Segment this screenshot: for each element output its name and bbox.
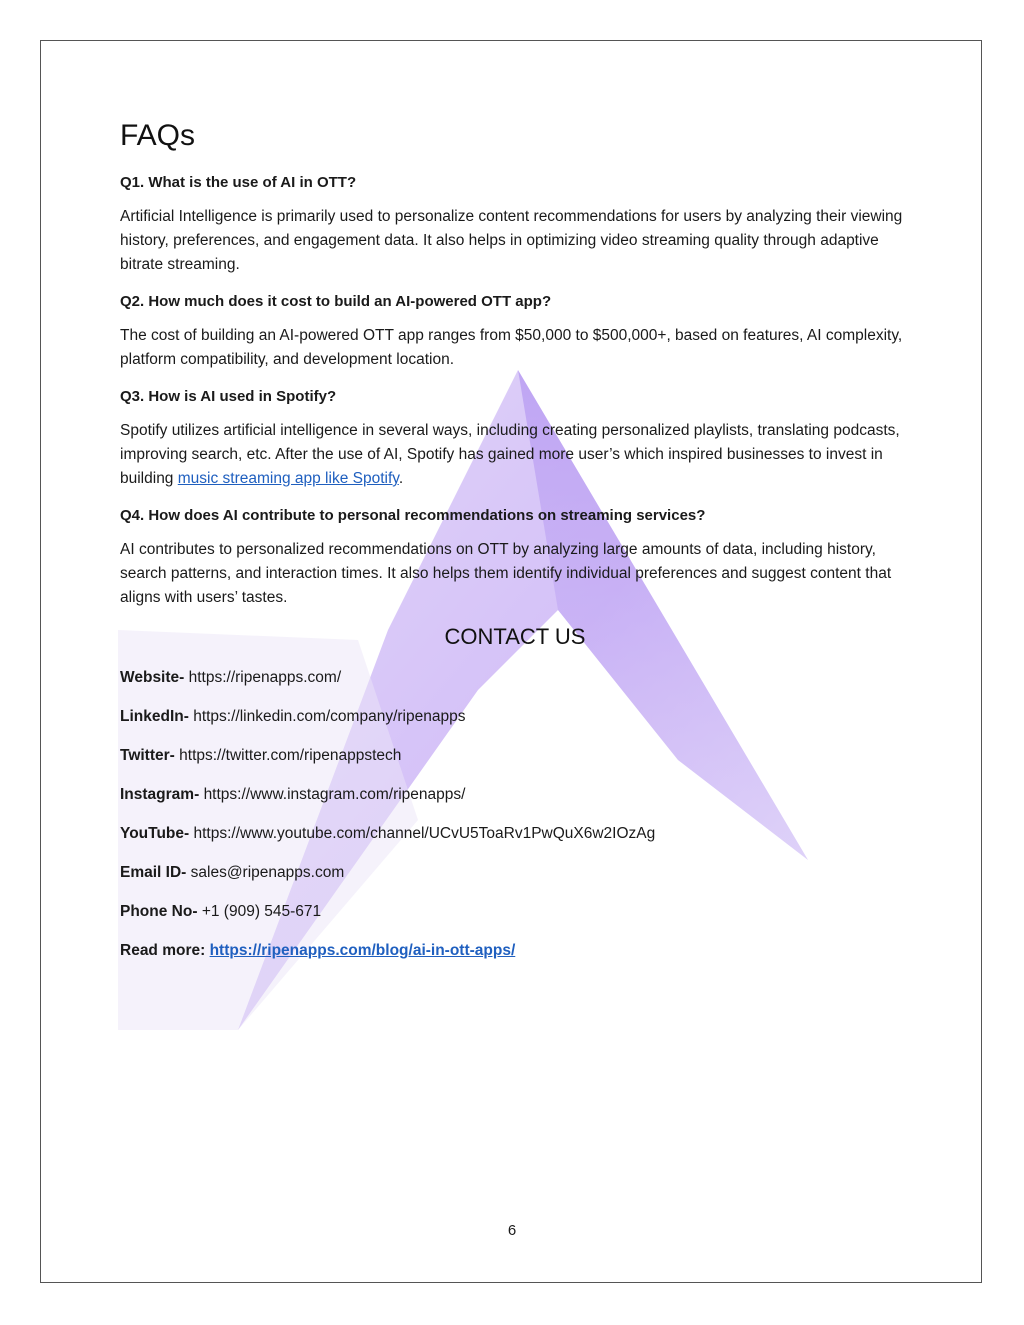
faq-question-1: Q1. What is the use of AI in OTT? (120, 174, 357, 191)
faq-answer-3 (120, 419, 910, 491)
website-label: Website- (120, 669, 185, 687)
phone-label: Phone No- (120, 903, 198, 921)
faq-answer-1: Artificial Intelligence is primarily used to personalize content recommendations for users by analyzing their viewing history, preferences, and engagement data. It also helps in optimizing video streaming quality through adaptive bitrate streaming. (120, 208, 903, 273)
website-value: https://ripenapps.com/ (188, 669, 342, 687)
youtube-label: YouTube- (120, 825, 190, 843)
instagram-value: https://www.instagram.com/ripenapps/ (203, 786, 466, 804)
faq-heading: FAQs (120, 119, 196, 152)
faq-question-3: Q3. How is AI used in Spotify? (120, 388, 337, 405)
twitter-label: Twitter- (120, 747, 175, 765)
linkedin-value: https://linkedin.com/company/ripenapps (193, 708, 466, 726)
faq-answer-2: The cost of building an AI-powered OTT app ranges from $50,000 to $500,000+, based on features, AI complexity, platform compatibility, and development location. (120, 327, 903, 368)
twitter-value: https://twitter.com/ripenappstech (179, 747, 402, 765)
faq-answer-4: AI contributes to personalized recommendations on OTT by analyzing large amounts of data, including history, search patterns, and interaction times. It also helps them identify individual preferences and suggest content that aligns with users’ tastes. (120, 541, 892, 606)
youtube-value: https://www.youtube.com/channel/UCvU5ToaRv1PwQuX6w2IOzAg (193, 825, 656, 843)
music-streaming-app-link[interactable]: music streaming app like Spotify (177, 470, 399, 487)
contact-instagram (120, 785, 910, 805)
contact-youtube (120, 824, 910, 844)
linkedin-label: LinkedIn- (120, 708, 189, 726)
faq-answer-3-text: Spotify utilizes artificial intelligence in several ways, including creating personalized playlists, translating podcasts, improving search, etc. After the use of AI, Spotify has gained more user’s which inspired businesses to invest in building (120, 422, 900, 487)
page-number: 6 (507, 1222, 517, 1239)
read-more-link[interactable]: https://ripenapps.com/blog/ai-in-ott-apps/ (209, 942, 516, 960)
contact-heading: CONTACT US (444, 624, 586, 649)
instagram-label: Instagram- (120, 786, 200, 804)
email-value: sales@ripenapps.com (190, 864, 345, 882)
contact-twitter (120, 746, 910, 766)
email-label: Email ID- (120, 864, 187, 882)
faq-question-2: Q2. How much does it cost to build an AI-powered OTT app? (120, 293, 552, 310)
contact-email (120, 863, 910, 883)
contact-website (120, 668, 910, 688)
faq-answer-3-end: . (398, 470, 404, 487)
read-more (120, 941, 910, 961)
contact-phone (120, 902, 910, 922)
page-content (120, 118, 910, 980)
read-more-label: Read more: (120, 942, 206, 960)
contact-linkedin (120, 707, 910, 727)
phone-value: +1 (909) 545-671 (201, 903, 322, 921)
faq-question-4: Q4. How does AI contribute to personal recommendations on streaming services? (120, 507, 706, 524)
